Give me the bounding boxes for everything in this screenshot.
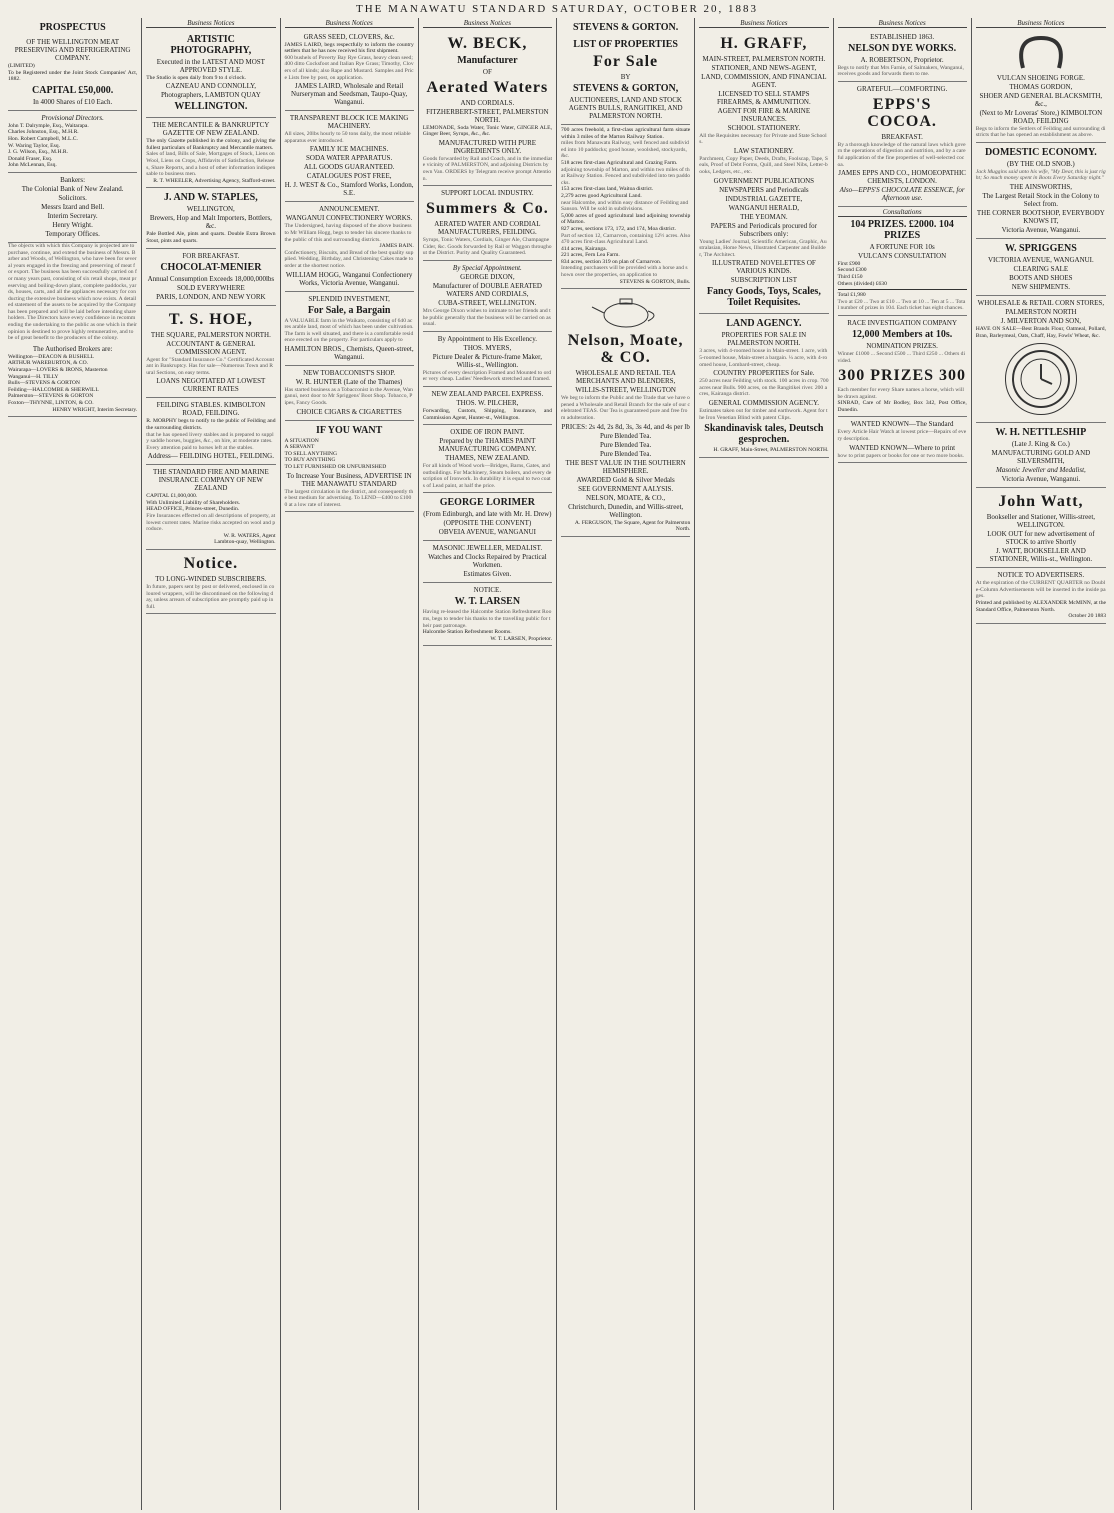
ad-text: AUCTIONEERS, LAND AND STOCK AGENTS BULLS, RANGITIKEI, AND PALMERSTON NORTH. (568, 96, 683, 120)
ad-text: Lambton-quay, Wellington. (214, 539, 276, 546)
ad-text: TO LET FURNISHED OR UNFURNISHED (284, 464, 387, 471)
ad-block: RACE INVESTIGATION COMPANY 12,000 Members at 10s. NOMINATION PRIZES. Winner £1000 ... Second £500 ... Third £250 ... Others divided. 300 PRIZES 300 Each member for every Share names a horse, which will be drawn against. SINBAD, Care of Mr Bodley, Box 342, Post Office, Dunedin. (838, 316, 967, 418)
ad-text: Manufacturer of DOUBLE AERATED WATERS AND CORDIALS, (432, 281, 542, 298)
ad-text: Executed in the LATEST AND MOST APPROVED STYLE. (156, 57, 265, 74)
ad-block: Notice. TO LONG-WINDED SUBSCRIBERS. In future, papers sent by post or delivered, enclosed in coloured wrappers, will be discontinued on the following day, unless arrears of subscription are promptly paid up in full. (146, 550, 275, 614)
ad-text: OBVEIA AVENUE, WANGANUI (438, 528, 536, 537)
ad-text: SUBSCRIPTION LIST (730, 276, 798, 285)
newspaper-page (4, 18, 1110, 1510)
ad-text: TO LONG-WINDED SUBSCRIBERS. (155, 575, 267, 584)
ad-text: AERATED WATER AND CORDIAL MANUFACTURERS, FEILDING. (434, 220, 541, 237)
ad-text: MAIN-STREET, PALMERSTON NORTH. (702, 54, 826, 63)
ad-text: CHOICE CIGARS & CIGARETTES (296, 407, 402, 416)
ad-block: H. GRAFF, MAIN-STREET, PALMERSTON NORTH. STATIONER, AND NEWS-AGENT, LAND, COMMISSION, AND FINANCIAL AGENT. LICENSED TO SELL STAMPS FIREARMS, & AMMUNITION. AGENT FOR FIRE & MARINE INSURANCES. SCHOOL STATIONERY. All the Requisites necessary for Private and State Schools. LAW STATIONERY. Parchment, Copy Paper, Deeds, Drafts, Foolscap, Tape, Seals, Proof of Debt Forms, Quill, and Steel Nibs, Letter-books, Ledgers, etc., etc. GOVERNMENT PUBLICATIONS NEWSPAPERS and Periodicals INDUSTRIAL GAZETTE, WANGANUI HERALD, THE YEOMAN. PAPERS and Periodicals procured for Subscribers only: Young Ladies' Journal, Scientific American, Graphic, Australasian, Home News, Illustrated Carpenter and Builder, The Architect. ILLUSTRATED NOVELETTES OF VARIOUS KINDS. SUBSCRIPTION LIST Fancy Goods, Toys, Scales, Toilet Requisites. (699, 30, 828, 315)
ad-text: Third £150 (837, 273, 863, 280)
ad-text: W. R. HUNTER (Late of the Thames) (295, 377, 403, 386)
ad-block (146, 30, 275, 119)
ad-text: CHOCOLAT-MENIER (160, 261, 262, 273)
ad-text: Donald Fraser, Esq. (8, 155, 53, 162)
ad-text: R. MORPHY begs to notify to the public of Feilding and the surrounding districts. (146, 418, 276, 431)
ad-text: Victoria Avenue, Wanganui. (1001, 225, 1081, 234)
ad-text: Charles Johnston, Esq., M.H.R. (8, 129, 79, 136)
ad-text: MANUFACTURED WITH PURE INGREDIENTS ONLY. (438, 138, 537, 155)
column-header: PROSPECTUS (39, 22, 106, 33)
ad-text: LICENSED TO SELL STAMPS FIREARMS, & AMMUNITION. (717, 89, 811, 106)
ad-block: TRANSPARENT BLOCK ICE MAKING MACHINERY. All sizes, 20lbs hourly to 50 tons daily, the most reliable apparatus ever introduced. FAMILY ICE MACHINES. SODA WATER APPARATUS. ALL GOODS GUARANTEED. CATALOGUES POST FREE, H. J. WEST & Co., Stamford Works, London, S.E. (285, 111, 414, 202)
ad-text: NOMINATION PRIZES. (866, 341, 938, 350)
ad-text: LAND AGENCY. (726, 318, 802, 330)
ad-text: Christchurch, Dunedin, and Willis-street, Wellington. (568, 502, 684, 519)
ad-block: T. S. HOE, THE SQUARE, PALMERSTON NORTH. ACCOUNTANT & GENERAL COMMISSION AGENT. Agent for "Standard Insurance Co." Certificated Accountant in Bankruptcy. Has for sale—Numerous Town and Rural Sections, on easy terms. LOANS NEGOTIATED AT LOWEST CURRENT RATES (146, 306, 275, 399)
ad-text: To Increase Your Business, ADVERTISE IN THE MANAWATU STANDARD (286, 471, 412, 488)
ad-text: Also—EPPS'S CHOCOLATE ESSENCE, for Afternoon use. (839, 186, 965, 203)
ad-text: GRASS SEED, CLOVERS, &c. (303, 32, 395, 41)
ad-text: Foxton—THYNNE, LINTON, & CO. (8, 400, 94, 406)
ad-block (8, 111, 137, 173)
ad-block (423, 493, 552, 541)
ad-text: Henry Wright. (52, 220, 93, 229)
ad-text: A FORTUNE FOR 10s (869, 242, 935, 251)
ad-text: A. FERGUSON, The Square, Agent for Palmerston North. (574, 519, 691, 533)
ad-text: LOOK OUT for new advertisement of STOCK to arrive Shortly (987, 530, 1095, 547)
ad-text: Victoria Avenue, Wanganui. (1001, 475, 1081, 484)
ad-text: LAW STATIONERY. (733, 146, 794, 155)
ad-text: The Authorised Brokers are: (32, 344, 113, 353)
ad-text: LEMONADE, Soda Water, Tonic Water, GINGER ALE, Ginger Beer, Syrups, &c., &c. (422, 124, 552, 138)
ad-text: 2,279 acres good Agricultural Land. (561, 192, 642, 199)
ad-block: OXIDE OF IRON PAINT. Prepared by the THAMES PAINT MANUFACTURING COMPANY. THAMES, NEW ZEALAND. For all kinds of Wood work—Bridges, Barns, Gates, and outbuildings. For Machinery, Steam boilers, and every description of Ironwork. In durability it is equal to two coats of Lead paint, at half the price. (423, 425, 552, 493)
column-4 (419, 18, 557, 1510)
ad-text: For Sale, a Bargain (307, 304, 391, 316)
ad-block: By Special Appointment. GEORGE DIXON, Manufacturer of DOUBLE AERATED WATERS AND CORDIALS, CUBA-STREET, WELLINGTON. Mrs George Dixon wishes to intimate to her friends and the public generally that the business will be carried on as usual. (423, 261, 552, 332)
ad-text: (BY THE OLD SNOB.) (1007, 159, 1075, 168)
ad-block (146, 249, 275, 306)
ad-text: ACCOUNTANT & GENERAL COMMISSION AGENT. (166, 339, 256, 356)
ad-text: John Watt, (998, 493, 1084, 511)
ad-text: SPLENDID INVESTMENT, (308, 294, 390, 303)
masthead: THE MANAWATU STANDARD SATURDAY, OCTOBER 20, 1883 (355, 3, 759, 15)
ad-text: WHOLESALE & RETAIL CORN STORES, (977, 298, 1105, 307)
column-7 (834, 18, 972, 1510)
ad-text: (Next to Mr Loveras' Store,) KIMBOLTON ROAD, FEILDING (979, 108, 1103, 125)
ad-text: H. GRAFF, Main-Street, PALMERSTON NORTH. (713, 447, 829, 454)
ad-text: By Appointment to His Excellency. (437, 334, 538, 343)
ad-text: PAPERS and Periodicals procured for Subscribers only: (710, 221, 818, 238)
ad-text: CAPITAL £1,000,000. (146, 493, 198, 500)
ad-block: SPLENDID INVESTMENT, For Sale, a Bargain A VALUABLE farm in the Waikato, consisting of 640 acres arable land, most of which has been under cultivation. The farm is well situated, and there is a comfortable residence erected on the property. For particulars apply to HAMILTON BROS., Chemists, Queen-street, Wanganui. (285, 292, 414, 366)
ad-text: Nelson, Moate, & CO. (567, 332, 684, 367)
ad-text: First £900 (837, 260, 861, 267)
ad-text: WANGANUI CONFECTIONERY WORKS. (285, 214, 413, 223)
ad-block: WANTED KNOWN—The Standard Every Article Hair Watch at lowest price—Repairs of every description. WANTED KNOWN—Where to print how to print papers or books for one or two more books. (838, 417, 967, 463)
ad-block (146, 188, 275, 248)
column-header: Business Notices (976, 20, 1106, 28)
column-5 (557, 18, 695, 1510)
ad-text: Halcombe Station Refreshment Rooms. (422, 629, 512, 636)
ad-text: (From Edinburgh, and late with Mr. H. Drew) (423, 510, 552, 519)
ad-block: 700 acres freehold, a first-class agricultural farm situate within 3 miles of the Marton Railway Station. miles from Manawatu Railway, well fenced and subdivided into 10 paddocks; good house, woolshed, stockyards, &c. 518 acres first-class Agricultural and Grazing Farm. adjoining township of Marton, and within two miles of that Railway Station. Fenced and subdivided into ten paddocks. 153 acres first-class land, Waitoa district. 2,279 acres good Agricultural Land. near Halcombe, and within easy distance of Feilding and Sanson. Will be sold in subdivisions. 5,000 acres of good agricultural land adjoining township of Marton. 827 acres, sections 173, 172, and 174, Moa district. Part of section 12, Carnarvon, containing 12½ acres. Also 470 acres first-class Agricultural Land. 414 acres, Kairanga. 221 acres, Fern Lea Farm. 834 acres, section 319 on plan of Carnarvon. Intending purchasers will be provided with a horse and shown over the properties, on application to STEVENS & GORTON, Bulls. (561, 125, 690, 289)
horseshoe-icon (1011, 34, 1071, 72)
ad-text: VULCAN SHOEING FORGE. (996, 73, 1085, 82)
ad-text: John T. Dalrymple, Esq., Waitarapa. (8, 122, 89, 129)
ad-text: Photographers, LAMBTON QUAY (161, 91, 261, 100)
ad-text: The only Gazette published in the colony, and giving the fullest particulars of Bankruptcy and Mercantile matters. (146, 138, 276, 151)
ad-text: MANUFACTURING GOLD AND SILVERSMITH, (991, 449, 1091, 466)
ad-text: CATALOGUES POST FREE, (306, 172, 392, 181)
ad-line: (LIMITED) (8, 63, 35, 69)
ad-text: W. T. LARSEN (454, 596, 521, 608)
ad-text: THE AINSWORTHS, (1009, 182, 1072, 191)
ad-text: VICTORIA AVENUE, WANGANUI. (987, 255, 1094, 264)
ad-text: HEAD OFFICE, Princes-street, Dunedin. (146, 506, 240, 513)
ad-text: Annual Consumption Exceeds 18,000,000lbs (147, 274, 275, 283)
ad-text: H. GRAFF, (720, 34, 808, 52)
ad-text: VULCAN'S CONSULTATION (858, 251, 947, 260)
ad-line: To be Registered under the Joint Stock Companies' Act, 1882. (8, 69, 138, 83)
ad-text: Wanganui—H. TILLY (8, 373, 59, 380)
ad-text: NEWSPAPERS and Periodicals (719, 185, 809, 194)
ad-block: GRATEFUL—COMFORTING. EPPS'S COCOA. BREAKFAST. By a thorough knowledge of the natural laws which govern the operations of digestion and nutrition, and by a careful application of the fine properties of well-selected cocoa. JAMES EPPS AND CO., HOMOEOPATHIC CHEMISTS, LONDON. Also—EPPS'S CHOCOLATE ESSENCE, for Afternoon use. (838, 82, 967, 207)
ad-text: TO BUY ANYTHING (284, 457, 336, 464)
ad-text: Estimates Given. (463, 570, 512, 579)
ad-text: W. SPRIGGENS (1004, 242, 1077, 254)
ad-text: SOLD EVERYWHERE (176, 283, 245, 292)
column-1 (4, 18, 142, 1510)
ad-block (8, 173, 137, 243)
ad-text: John McLennan, Esq. (8, 162, 57, 169)
ad-text: Skandinavisk tales, Deutsch gesprochen. (704, 423, 824, 446)
ad-text: BY (620, 73, 631, 81)
ad-text: NELSON, MOATE, & CO., (586, 493, 666, 502)
ad-text: 300 PRIZES 300 (838, 367, 967, 385)
ad-text: SCHOOL STATIONERY. (727, 123, 801, 132)
ad-text: SODA WATER APPARATUS. (306, 154, 393, 163)
column-2 (142, 18, 280, 1510)
ad-text: FOR BREAKFAST. (182, 251, 240, 260)
ad-text: W. BECK, (447, 34, 528, 52)
ad-line: CAPITAL £50,000. (32, 84, 114, 96)
ad-text: The Studio is open daily from 9 to 4 o'clock. (146, 74, 247, 81)
ad-block: VULCAN SHOEING FORGE. THOMAS GORDON, SHOER AND GENERAL BLACKSMITH, &c., (Next to Mr Loveras' Store,) KIMBOLTON ROAD, FEILDING Begs to inform the Settlers of Feilding and surrounding districts that he has opened an establishment as above. (976, 30, 1106, 143)
ad-text: J. AND W. STAPLES, (164, 192, 258, 204)
ad-text: Manufacturer (457, 54, 518, 66)
ad-text: (Late J. King & Co.) (1011, 440, 1070, 449)
ad-text: The Largest Retail Stock in the Colony to Select from. (982, 191, 1100, 208)
ad-text: PRICES: 2s 4d, 2s 8d, 3s, 3s 4d, and 4s per lb (561, 422, 690, 431)
ad-text: 518 acres first-class Agricultural and Grazing Farm. (561, 159, 678, 166)
ad-text: PARIS, LONDON, AND NEW YORK (156, 292, 266, 301)
ad-text: Feilding—HALCOMBE & SHERWILL (8, 386, 99, 393)
ad-block: SUPPORT LOCAL INDUSTRY. Summers & Co. AERATED WATER AND CORDIAL MANUFACTURERS, FEILDING. Syrups, Tonic Waters, Cordials, Ginger Ale, Champagne Cider, &c. Goods forwarded by Rail or Waggon throughout the District. Purity and Quality Guaranteed. (423, 186, 552, 261)
ad-text: THE CORNER BOOTSHOP, EVERYBODY KNOWS IT, (976, 208, 1105, 225)
ad-text: Total £1,980 (837, 292, 866, 299)
ad-text: LAND, COMMISSION, AND FINANCIAL AGENT. (701, 72, 827, 89)
ad-text: 104 PRIZES. £2000. 104 PRIZES (850, 218, 954, 241)
ad-text: (OPPOSITE THE CONVENT) (443, 519, 532, 528)
ad-block (976, 423, 1106, 488)
ad-text: FEILDING STABLES. KIMBOLTON ROAD, FEILDING. (156, 401, 266, 418)
ad-text: Brewers, Hop and Malt Importers, Bottlers, &c. (149, 214, 272, 231)
ad-text: Others (divided) £630 (837, 280, 887, 287)
ad-text: W. R. WATERS, Agent (223, 532, 276, 539)
ad-text: W. T. LARSEN, Proprietor. (490, 635, 552, 642)
ad-text: Interim Secretary. (47, 211, 98, 220)
ad-block (976, 239, 1106, 296)
column-header: Business Notices (423, 20, 552, 28)
ad-text: J. MILVERTON AND SON, (1000, 316, 1082, 325)
ad-text: COUNTRY PROPERTIES for Sale. (713, 369, 815, 378)
ad-text: OXIDE OF IRON PAINT. (450, 428, 525, 437)
ad-text: THE MERCANTILE & BANKRUPTCY GAZETTE OF NEW ZEALAND. (152, 121, 270, 138)
ad-text: PROPERTIES FOR SALE IN PALMERSTON NORTH. (721, 331, 807, 348)
ad-text: MASONIC JEWELLER, MEDALIST. (432, 544, 543, 553)
ad-block: ANNOUNCEMENT. WANGANUI CONFECTIONERY WORKS. The Undersigned, having disposed of the above business to Mr William Hogg, begs to tender his sincere thanks to the public of this and surrounding districts. JAMES BAIN. Confectionery, Biscuits, and Bread of the best quality supplied. Wedding, Birthday, and Christening Cakes made to order at the shortest notice. WILLIAM HOGG, Wanganui Confectionery Works, Victoria Avenue, Wanganui. (285, 202, 414, 291)
ad-text: ARTHUR WAREBURTON, & CO. (8, 360, 89, 367)
column-header: Business Notices (146, 20, 275, 28)
ad-text: 12,000 Members at 10s. (851, 328, 953, 340)
ad-text: Printed and published by ALEXANDER McMINN, at the Standard Office, Palmerston North. (975, 599, 1106, 613)
ad-text: THE YEOMAN. (740, 212, 788, 221)
ad-text: NEW ZEALAND PARCEL EXPRESS. (431, 389, 544, 398)
ad-text: PALMERSTON NORTH (1005, 307, 1077, 316)
ad-title: OF THE WELLINGTON MEAT PRESERVING AND REFRIGERATING COMPANY. (14, 38, 131, 62)
ad-block: Consultations 104 PRIZES. £2000. 104 PRIZES A FORTUNE FOR 10s VULCAN'S CONSULTATION First £900 Second £300 Third £150 Others (divided) £630 Total £1,980 Two at £20 ... Two at £10 ... Two at 10 ... Ten at 5 ... Total number of prizes in 104. Each ticket has eight chances. (838, 207, 967, 316)
ad-block (976, 488, 1106, 568)
ad-text: R. T. WHEELER, Advertising Agency, Stafford-street. (153, 177, 276, 184)
ad-text: Consultations (838, 209, 967, 217)
ad-text: Fancy Goods, Toys, Scales, Toilet Requisites. (706, 286, 821, 309)
ad-text: GEORGE LORIMER (439, 497, 536, 509)
ad-text: Provisional Directors. (41, 113, 104, 122)
body-text-filler: The objects with which this Company is projected are to purchase, continue, and extend the business of Messrs. Barber and Woods, of Wellington, who have been for several years engaged in the freezing and preserving of meat for export. The business has been successfully carried on for many years past, consisting of six retail shops, meat preserving and boiling-down plant, complete paddocks, yards, houses, carts, and all the appliances necessary for conducting the extensive business which now exists. A detailed statement of the assets to be acquired by the Company has been prepared and will be laid before intending shareholders. The Directors have every confidence in recommending the undertaking to the public as one which in their opinion is destined to prove highly remunerative, and to be of great benefit to the producers of the colony. (8, 242, 137, 342)
ad-block: NOTICE TO ADVERTISERS. At the expiration of the CURRENT QUARTER no Double-Column Advertisements will be inserted in the inside pages. Printed and published by ALEXANDER McMINN, at the Standard Office, Palmerston North. October 20 1883 (976, 568, 1106, 624)
ad-block: ESTABLISHED 1863. NELSON DYE WORKS. A. ROBERTSON, Proprietor. Begs to notify that Mrs Farnie, of Salmakers, Wanganui, receives goods and forwards them to me. (838, 30, 967, 82)
ad-text: CUBA-STREET, WELLINGTON. (438, 298, 537, 307)
ad-text: WANTED KNOWN—Where to print (849, 443, 956, 452)
ad-text: Hon. Robert Campbell, M.L.C. (8, 135, 78, 142)
ad-text: LIST OF PROPERTIES (573, 39, 678, 50)
ad-text: AND CORDIALS. (460, 98, 515, 107)
ad-text: Aerated Waters (426, 78, 549, 96)
ad-text: IF YOU WANT (315, 424, 383, 436)
ad-block: FEILDING STABLES. KIMBOLTON ROAD, FEILDING. R. MORPHY begs to notify to the public of Feilding and the surrounding districts. that he has opened livery stables and is prepared to supply saddle horses, buggies, &c., on hire, at moderate rates. Every attention paid to horses left at the stables. Address— FEILDING HOTEL, FEILDING. (146, 398, 275, 465)
ad-text: 5,000 acres of good agricultural land adjoining township of Marton. (561, 212, 691, 226)
ad-text: J. G. Wilson, Esq., M.H.R. (8, 149, 68, 156)
ad-text: Bookseller and Stationer, Willis-street, WELLINGTON. (986, 513, 1096, 530)
ad-text: ILLUSTRATED NOVELETTES OF VARIOUS KINDS. (711, 259, 816, 276)
column-header: STEVENS & GORTON. (572, 22, 679, 33)
ad-text: HAVE ON SALE—Best Brands Flour, Oatmeal, Pollard, Bran, Barleymeal, Oats, Chaff, Hay, Fowls' Wheat, &c. (975, 325, 1106, 339)
ad-text: Picture Dealer & Picture-frame Maker, Willis-st., Wellington. (432, 352, 542, 369)
ad-text: 700 acres freehold, a first-class agricultural farm situate within 3 miles of the Marton Railway Station. (561, 127, 691, 140)
ad-text: T. S. HOE, (168, 310, 253, 328)
ad-text: BOOTS AND SHOES (1009, 273, 1073, 282)
ad-text: WELLINGTON, (186, 205, 235, 214)
ad-block: IF YOU WANT A SITUATION A SERVANT TO SELL ANYTHING TO BUY ANYTHING TO LET FURNISHED OR UNFURNISHED To Increase Your Business, ADVERTISE IN THE MANAWATU STANDARD The largest circulation in the district, and consequently the best medium for advertising. To LEND—£400 to £1000 at a low rate of interest. (285, 421, 414, 513)
ad-text: AWARDED Gold & Silver Medals (576, 475, 675, 484)
ad-text: THOS. MYERS, (463, 343, 512, 352)
ad-text: Palmerston—STEVENS & GORTON (8, 393, 94, 400)
ad-text: J. WATT, BOOKSELLER AND STATIONER, Willis-st., Wellington. (989, 547, 1093, 564)
ad-text: TO SELL ANYTHING (284, 450, 338, 457)
ad-text: WILLIS-STREET, WELLINGTON (575, 386, 676, 395)
ad-block: Nelson, Moate, & CO. WHOLESALE AND RETAIL TEA MERCHANTS AND BLENDERS, WILLIS-STREET, WELLINGTON We beg to inform the Public and the Trade that we have opened a Wholesale and Retail Branch for the sale of our celebrated TEAS. Our Tea is guaranteed pure and free from adulteration. PRICES: 2s 4d, 2s 8d, 3s, 3s 4d, and 4s per lb Pure Blended Tea. Pure Blended Tea. Pure Blended Tea. THE BEST VALUE IN THE SOUTHERN HEMISPHERE. AWARDED Gold & Silver Medals SEE GOVERNMENT AALYSIS. NELSON, MOATE, & CO., Christchurch, Dunedin, and Willis-street, Wellington. A. FERGUSON, The Square, Agent for Palmerston North. (561, 289, 690, 537)
ad-block (976, 296, 1106, 423)
ad-text: THE STANDARD FIRE AND MARINE INSURANCE COMPANY OF NEW ZEALAND (153, 468, 269, 493)
ad-text: THE BEST VALUE IN THE SOUTHERN HEMISPHERE. (565, 458, 686, 475)
ad-text: Pale Bottled Ale, pints and quarts. Double Extra Brown Stout, pints and quarts. (146, 231, 276, 244)
ad-text: Bankers: (60, 175, 86, 184)
ad-text: WILLIAM HOGG, Wanganui Confectionery Works, Victoria Avenue, Wanganui. (285, 270, 413, 287)
ad-text: CAZNEAU AND CONNOLLY, (165, 82, 257, 91)
ad-text: INDUSTRIAL GAZETTE, (725, 194, 803, 203)
ad-text: TRANSPARENT BLOCK ICE MAKING MACHINERY. (289, 114, 409, 131)
ad-text: 153 acres first-class land, Waitoa district. (561, 186, 654, 193)
ad-text: HAMILTON BROS., Chemists, Queen-street, Wanganui. (284, 344, 414, 361)
ad-text: STATIONER, AND NEWS-AGENT, (711, 63, 817, 72)
ad-text: Pure Blended Tea. (599, 449, 652, 458)
ad-text: With Unlimited Liability of Shareholders. (146, 499, 241, 506)
ad-text: For Sale (593, 53, 659, 70)
ad-block (8, 35, 137, 111)
ad-text: SEE GOVERNMENT AALYSIS. (578, 484, 674, 493)
ad-text: CLEARING SALE (1013, 264, 1069, 273)
ad-text: Messrs Izard and Bell. (41, 202, 105, 211)
ad-text: JAMES BAIN. (379, 243, 414, 250)
column-header: Business Notices (838, 20, 967, 28)
ad-text: ANNOUNCEMENT. (318, 205, 380, 214)
ad-text: Pure Blended Tea. (599, 431, 652, 440)
ad-text: Masonic Jeweller and Medalist, (995, 466, 1086, 475)
ad-block: NEW TOBACCONIST'S SHOP. W. R. HUNTER (Late of the Thames) Has started business as a Tobacconist in the Avenue, Wanganui, next door to Mr Spriggens' Boot Shop. Tobacco, Pipes, Fancy Goods. CHOICE CIGARS & CIGARETTES (285, 366, 414, 421)
ad-text: WELLINGTON. (174, 101, 248, 113)
column-header: Business Notices (285, 20, 414, 28)
ad-text: NEW TOBACCONIST'S SHOP. (303, 368, 396, 377)
ad-text: RACE INVESTIGATION COMPANY (847, 318, 958, 327)
ad-text: 221 acres, Fern Lea Farm. (561, 252, 620, 259)
ad-text: WANGANUI HERALD, (728, 203, 800, 212)
ad-text: WHOLESALE AND RETAIL TEA MERCHANTS AND BLENDERS, (575, 369, 676, 386)
ad-text: JAMES LAIRD, Wholesale and Retail Nurseryman and Seedsman, Taupo-Quay, Wanganui. (291, 82, 408, 107)
ad-text: STEVENS & GORTON, Bulls. (619, 278, 691, 285)
ad-text: W. Waring Taylor, Esq. (8, 142, 60, 149)
ad-block: By Appointment to His Excellency. THOS. MYERS, Picture Dealer & Picture-frame Maker, Willis-st., Wellington. Pictures of every description Framed and Mounted to order very cheap. Ladies' Needlework stretched and framed. (423, 332, 552, 387)
ad-text: GEORGE DIXON, (460, 272, 515, 281)
ad-text: The Colonial Bank of New Zealand. (21, 184, 124, 193)
ad-text: Bulls—STEVENS & GORTON (8, 380, 80, 387)
column-8 (972, 18, 1110, 1510)
ad-text: 414 acres, Kairanga. (561, 245, 607, 252)
ad-text: W. H. NETTLESHIP (995, 427, 1087, 439)
ad-text: Wairarapa—LOVERS & IRONS, Masterton (8, 367, 108, 374)
ad-text: A SERVANT (284, 444, 315, 451)
ad-block: NOTICE. W. T. LARSEN Having re-leased the Halcombe Station Refreshment Rooms, begs to tender his thanks to the travelling public for their past patronage. Halcombe Station Refreshment Rooms. W. T. LARSEN, Proprietor. (423, 583, 552, 646)
ad-block (8, 342, 137, 417)
ad-text: Forwarding, Custom, Shipping, Insurance, and Commission Agent, Hunter-st., Wellington. (422, 407, 552, 421)
ad-text: NELSON DYE WORKS. (848, 42, 957, 54)
ad-line: In 4000 Shares of £10 Each. (32, 97, 113, 106)
ad-text: THOMAS GORDON, (1009, 82, 1073, 91)
ad-text: THAMES, NEW ZEALAND. (445, 454, 530, 463)
ad-text: THOS. W. PILCHER, (456, 398, 519, 407)
ad-text: Pure Blended Tea. (599, 440, 652, 449)
teapot-illustration-icon (586, 293, 666, 329)
ad-text: LOANS NEGOTIATED AT LOWEST CURRENT RATES (156, 377, 266, 394)
ad-text: WANTED KNOWN—The Standard (850, 420, 954, 429)
ad-block: W. BECK, Manufacturer OF Aerated Waters AND CORDIALS. FITZHERBERT-STREET, PALMERSTON NORTH. LEMONADE, Soda Water, Tonic Water, GINGER ALE, Ginger Beer, Syrups, &c., &c. MANUFACTURED WITH PURE INGREDIENTS ONLY. Goods forwarded by Rail and Coach, and in the immediate vicinity of PALMERSTON, and adjoining Districts by own Van. ORDERS by Telegram receive prompt Attention. (423, 30, 552, 187)
ad-text: GRATEFUL—COMFORTING. (856, 84, 948, 93)
ad-text: EPPS'S COCOA. (867, 95, 937, 130)
ad-text: GOVERNMENT PUBLICATIONS (713, 176, 815, 185)
ad-block: THE STANDARD FIRE AND MARINE INSURANCE COMPANY OF NEW ZEALAND CAPITAL £1,000,000. With Unlimited Liability of Shareholders. HEAD OFFICE, Princes-street, Dunedin. Fire Insurances effected on all descriptions of property, at lowest current rates. Marine risks accepted on wool and produce. W. R. WATERS, Agent Lambton-quay, Wellington. (146, 465, 275, 550)
ad-text: NEW SHIPMENTS. (1011, 282, 1070, 291)
ad-text: Watches and Clocks Repaired by Practical Workmen. (428, 553, 547, 570)
ad-text: ESTABLISHED 1863. (870, 32, 935, 41)
ad-block: DOMESTIC ECONOMY. (BY THE OLD SNOB.) Jack Muggins said unto his wife, "My Dear, this is just right; So much money spent in Boots Every Saturday night." THE AINSWORTHS, The Largest Retail Stock in the Colony to Select from. THE CORNER BOOTSHOP, EVERYBODY KNOWS IT, Victoria Avenue, Wanganui. (976, 143, 1106, 239)
ad-text: H. J. WEST & Co., Stamford Works, London, S.E. (284, 181, 414, 198)
ad-text: FAMILY ICE MACHINES. (309, 145, 389, 154)
ad-text: Prepared by the THAMES PAINT MANUFACTURING COMPANY. (438, 437, 537, 454)
ad-text: AGENT FOR FIRE & MARINE INSURANCES. (717, 106, 811, 123)
ad-text: 834 acres, section 319 on plan of Carnarvon. (561, 258, 662, 265)
ad-text: OF (482, 67, 492, 76)
ad-block: THE MERCANTILE & BANKRUPTCY GAZETTE OF NEW ZEALAND. The only Gazette published in the colony, and giving the fullest particulars of Bankruptcy and Mercantile matters. Sales of land, Bills of Sale, Mortgages of Stock, Liens on Wool, Liens on Crops, Affidavits of Satisfaction, Releases, Share Reports, and a host of other information indispensable to business men. R. T. WHEELER, Advertising Agency, Stafford-street. (146, 118, 275, 188)
ad-text: SINBAD, Care of Mr Bodley, Box 342, Post Office, Dunedin. (837, 400, 967, 413)
ad-text: JAMES LAIRD, begs respectfully to inform the country settlers that he has now received his first shipment. (284, 41, 414, 55)
ad-text: Solicitors. (58, 193, 87, 202)
ad-text: JAMES EPPS AND CO., HOMOEOPATHIC CHEMISTS, LONDON. (838, 169, 966, 186)
ad-text: Summers & Co. (425, 200, 549, 218)
ad-text: BREAKFAST. (881, 132, 923, 141)
ad-block: GRASS SEED, CLOVERS, &c. JAMES LAIRD, begs respectfully to inform the country settlers that he has now received his first shipment. 600 bushels of Poverty Bay Rye Grass, heavy clean seed; 400 ditto Cocksfoot and Italian Rye Grass; Timothy, Clovers of all kinds; also Rape and Mustard. Samples and Price Lists free by post, on application. JAMES LAIRD, Wholesale and Retail Nurseryman and Seedsman, Taupo-Quay, Wanganui. (285, 30, 414, 112)
ad-text: THE SQUARE, PALMERSTON NORTH. (150, 330, 271, 339)
ad-text: NOTICE. (473, 586, 502, 595)
ad-text: STEVENS & GORTON, (572, 83, 679, 94)
ad-text: By Special Appointment. (452, 263, 522, 272)
ad-text: Wellington—DEACON & BUSHELL (8, 353, 94, 360)
ad-text: A SITUATION (284, 437, 319, 444)
ad-text: SHOER AND GENERAL BLACKSMITH, &c., (979, 91, 1103, 108)
column-header: Business Notices (699, 20, 828, 28)
ad-text: SUPPORT LOCAL INDUSTRY. (441, 189, 534, 198)
column-3 (281, 18, 419, 1510)
ad-block: LAND AGENCY. PROPERTIES FOR SALE IN PALMERSTON NORTH. 3 acres, with 4-roomed house in Main-street. 1 acre, with 5-roomed house, Main-street a bargain. ¼ acre, with 4-roomed house, Lombard-street, cheap. COUNTRY PROPERTIES for Sale. 250 acres near Feilding with stock. 100 acres in crop. 700 acres near Bulls. 900 acres, on the Rangitikei river. 200 acres, Kairanga district. GENERAL COMMISSION AGENCY. Estimates taken out for timber and earthwork. Agent for the Iron Venetian Blind with patent Clips. Skandinavisk tales, Deutsch gesprochen. H. GRAFF, Main-Street, PALMERSTON NORTH. (699, 314, 828, 457)
ad-text: ALL GOODS GUARANTEED. (303, 163, 395, 172)
ad-text: Temporary Offices. (45, 229, 100, 238)
ad-text: NOTICE TO ADVERTISERS. (997, 571, 1085, 580)
ad-block (561, 35, 690, 125)
ad-text: FITZHERBERT-STREET, PALMERSTON NORTH. (426, 107, 549, 124)
ad-block (423, 387, 552, 425)
ad-text: HENRY WRIGHT, Interim Secretary. (52, 406, 138, 413)
ad-text: Notice. (183, 555, 239, 573)
column-6 (695, 18, 833, 1510)
ad-text: Second £300 (837, 267, 867, 274)
ad-text: 827 acres, sections 173, 172, and 174, Moa district. (561, 225, 677, 232)
ad-text: October 20 1883 (1068, 613, 1106, 620)
watch-illustration-icon (1005, 343, 1077, 415)
ad-text: GENERAL COMMISSION AGENCY. (708, 398, 819, 407)
ad-text: ARTISTIC PHOTOGRAPHY, (170, 33, 252, 56)
ad-block (423, 541, 552, 583)
ad-text: DOMESTIC ECONOMY. (984, 146, 1097, 158)
ad-text: A. ROBERTSON, Proprietor. (860, 55, 944, 64)
ad-text: Address— FEILDING HOTEL, FEILDING. (147, 452, 274, 461)
